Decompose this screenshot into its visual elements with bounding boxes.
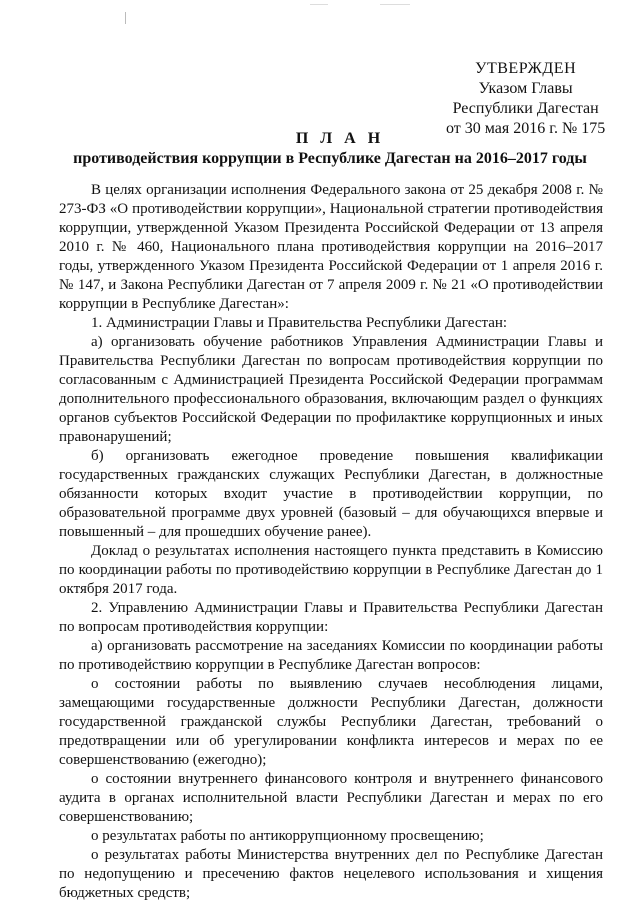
approval-line: Указом Главы — [478, 80, 573, 97]
approval-line: УТВЕРЖДЕН — [475, 60, 577, 77]
document-title: П Л А Н — [295, 130, 385, 147]
document-body — [59, 181, 603, 903]
paragraph: о результатах работы Министерства внутренних дел по Республике Дагестан по недопущению и пресечению фактов нецелевого использования и хищения бюджетных средств; — [59, 847, 603, 901]
scan-artifact — [310, 4, 328, 5]
document-heading — [0, 129, 640, 169]
paragraph: о результатах работы по антикоррупционному просвещению; — [91, 828, 484, 844]
paragraph: а) организовать обучение работников Управления Администрации Главы и Правительства Республики Дагестан по вопросам противодействия коррупции по согласованным с Администрацией Президента Российской Федерации программам дополнительного профессионального образования, включающим раздел о функциях органов субъектов Российской Федерации по профилактике коррупционных и иных правонарушений; — [59, 334, 603, 445]
paragraph: о состоянии внутреннего финансового контроля и внутреннего финансового аудита в органах исполнительной власти Республики Дагестан и мерах по его совершенствованию; — [59, 771, 603, 825]
document-subtitle: противодействия коррупции в Республике Дагестан на 2016–2017 годы — [73, 150, 587, 167]
paragraph: а) организовать рассмотрение на заседаниях Комиссии по координации работы по противодействию коррупции в Республике Дагестан вопросов: — [59, 638, 603, 673]
approval-stamp — [446, 59, 605, 139]
scan-artifact — [380, 4, 410, 5]
paragraph: б) организовать ежегодное проведение повышения квалификации государственных гражданских служащих Республики Дагестан, в должностные обязанности которых входит участие в противодействии коррупции, по образовательной программе двух уровней (базовый – для обучающихся впервые и повышенный – для прошедших обучение ранее). — [59, 448, 603, 540]
scan-artifact — [125, 12, 126, 24]
paragraph: 2. Управлению Администрации Главы и Правительства Республики Дагестан по вопросам противодействия коррупции: — [59, 600, 603, 635]
paragraph: В целях организации исполнения Федерального закона от 25 декабря 2008 г. № 273-ФЗ «О противодействии коррупции», Национальной стратегии противодействия коррупции, утвержденной Указом Президента Российской Федерации от 13 апреля 2010 г. № 460, Национального плана противодействия коррупции на 2016–2017 годы, утвержденного Указом Президента Российской Федерации от 1 апреля 2016 г. № 147, и Закона Республики Дагестан от 7 апреля 2009 г. № 21 «О противодействии коррупции в Республике Дагестан»: — [59, 182, 603, 312]
approval-line: Республики Дагестан — [452, 100, 599, 117]
paragraph: Доклад о результатах исполнения настоящего пункта представить в Комиссию по координации работы по противодействию коррупции в Республике Дагестан до 1 октября 2017 года. — [59, 543, 603, 597]
paragraph: 1. Администрации Главы и Правительства Республики Дагестан: — [91, 315, 508, 331]
approval-line: от 30 мая 2016 г. № 175 — [446, 120, 606, 137]
paragraph: о состоянии работы по выявлению случаев несоблюдения лицами, замещающими государственные должности Республики Дагестан, должности государственной гражданской службы Республики Дагестан, требований о предотвращении или об урегулировании конфликта интересов и мерах по ее совершенствованию (ежегодно); — [59, 676, 603, 768]
